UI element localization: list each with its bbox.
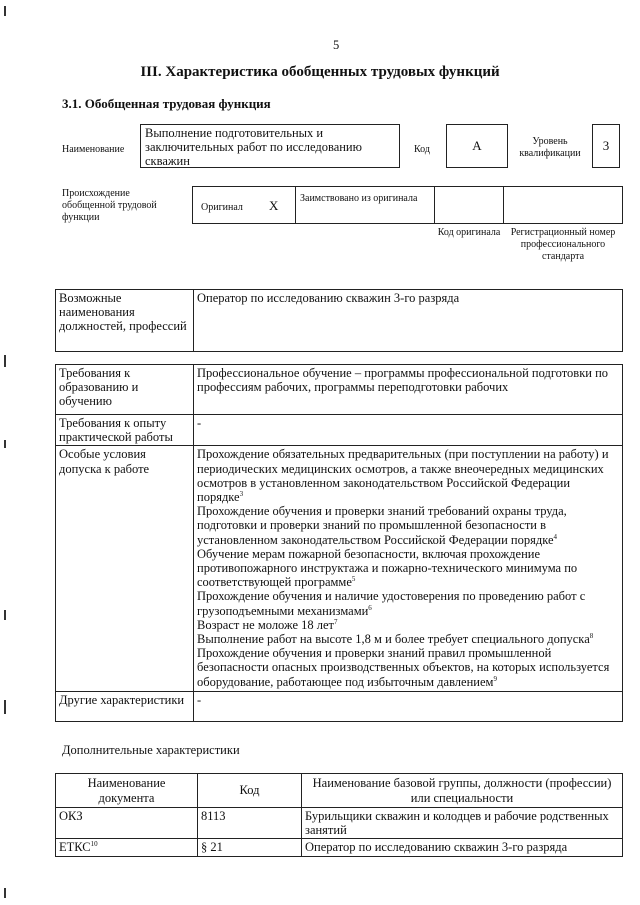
positions-value: Оператор по исследованию скважин 3-го разряда: [194, 290, 623, 352]
level-value: 3: [602, 138, 610, 153]
positions-row: [56, 290, 623, 352]
row-doc: ЕТКС$^{10}$: [56, 839, 198, 856]
code-value-box: [446, 124, 508, 168]
scan-edge-mark: [4, 700, 6, 714]
col-doc-header: Наименование документа: [56, 774, 198, 808]
special-item: Прохождение обязательных предварительных (при поступлении на работу) и периодических медицинских осмотров, а также внеочередных медицинских осмотров в установленном законодательством Российской Федерации порядке$^3$: [197, 447, 609, 505]
code-original-caption: Код оригинала: [437, 227, 501, 238]
scan-edge-mark: [4, 6, 6, 16]
additional-table: [55, 773, 623, 857]
scan-edge-mark: [4, 888, 6, 898]
education-row: [56, 365, 623, 415]
col-code-header: Код: [198, 774, 302, 808]
row-name: Оператор по исследованию скважин 3-го разряда: [302, 839, 623, 856]
special-row: [56, 446, 623, 691]
other-value: -: [194, 691, 623, 721]
row-doc: ОКЗ: [56, 808, 198, 839]
name-label: Наименование: [62, 144, 125, 155]
code-label: Код: [414, 144, 430, 155]
table-row: [56, 808, 623, 839]
scan-edge-mark: [4, 355, 6, 367]
education-label: Требования к образованию и обучению: [56, 365, 194, 415]
experience-row: [56, 415, 623, 446]
section-title: III. Характеристика обобщенных трудовых функций: [140, 64, 500, 80]
scan-edge-mark: [4, 610, 6, 620]
special-item: Прохождение обучения и наличие удостоверения по проведению работ с грузоподъемными механизмами$^6$: [197, 589, 586, 618]
subsection-title: 3.1. Обобщенная трудовая функция: [62, 96, 271, 111]
special-items: [194, 446, 623, 691]
additional-header-row: [56, 774, 623, 808]
special-label: Особые условия допуска к работе: [56, 446, 194, 691]
borrowed-label: Заимствовано из оригинала: [300, 193, 418, 204]
col-name-header: Наименование базовой группы, должности (профессии) или специальности: [302, 774, 623, 808]
requirements-table: [55, 364, 623, 722]
special-item: Возраст не моложе 18 лет$^7$: [197, 617, 338, 632]
level-label: Уровень квалификации: [519, 136, 581, 159]
special-item: Выполнение работ на высоте 1,8 м и более требует специального допуска$^8$: [197, 631, 594, 647]
other-row: [56, 691, 623, 721]
additional-title: Дополнительные характеристики: [62, 743, 240, 757]
positions-table: [55, 289, 623, 352]
row-name: Бурильщики скважин и колодцев и рабочие родственных занятий: [302, 808, 623, 839]
page-number: 5: [333, 38, 340, 52]
original-mark: X: [269, 198, 279, 213]
name-value-box: [140, 124, 400, 168]
original-label: Оригинал: [201, 202, 243, 213]
origin-label: Происхождение обобщенной трудовой функции: [62, 188, 157, 223]
experience-value: -: [194, 415, 623, 446]
scan-edge-mark: [4, 440, 6, 448]
special-item: Прохождение обучения и проверки знаний требований охраны труда, подготовки и проверки знаний по промышленной безопасности в установленном законодательством Российской Федерации порядке$^4$: [197, 504, 567, 547]
education-value: Профессиональное обучение – программы профессиональной подготовки по профессиям рабочих, программы переподготовки рабочих: [194, 365, 623, 415]
name-value: Выполнение подготовительных и заключительных работ по исследованию скважин: [145, 126, 362, 169]
code-original-cell: [434, 186, 504, 224]
special-item: Обучение мерам пожарной безопасности, включая прохождение противопожарного инструктажа и пожарно-технического минимума по соответствующей программе$^5$: [197, 546, 578, 590]
table-row: [56, 839, 623, 856]
row-code: § 21: [198, 839, 302, 856]
origin-borrowed-cell: [295, 186, 435, 224]
reg-number-caption: Регистрационный номер профессионального стандарта: [510, 227, 616, 262]
special-item: Прохождение обучения и проверки знаний правил промышленной безопасности опасных производственных объектов, на которых используется оборудование, работающее под избыточным давлением$^9$: [197, 646, 610, 689]
other-label: Другие характеристики: [56, 691, 194, 721]
row-code: 8113: [198, 808, 302, 839]
reg-number-cell: [503, 186, 623, 224]
level-value-box: [592, 124, 620, 168]
positions-label: Возможные наименования должностей, профессий: [56, 290, 194, 352]
code-value: А: [472, 138, 482, 153]
origin-original-cell: [192, 186, 296, 224]
experience-label: Требования к опыту практической работы: [56, 415, 194, 446]
